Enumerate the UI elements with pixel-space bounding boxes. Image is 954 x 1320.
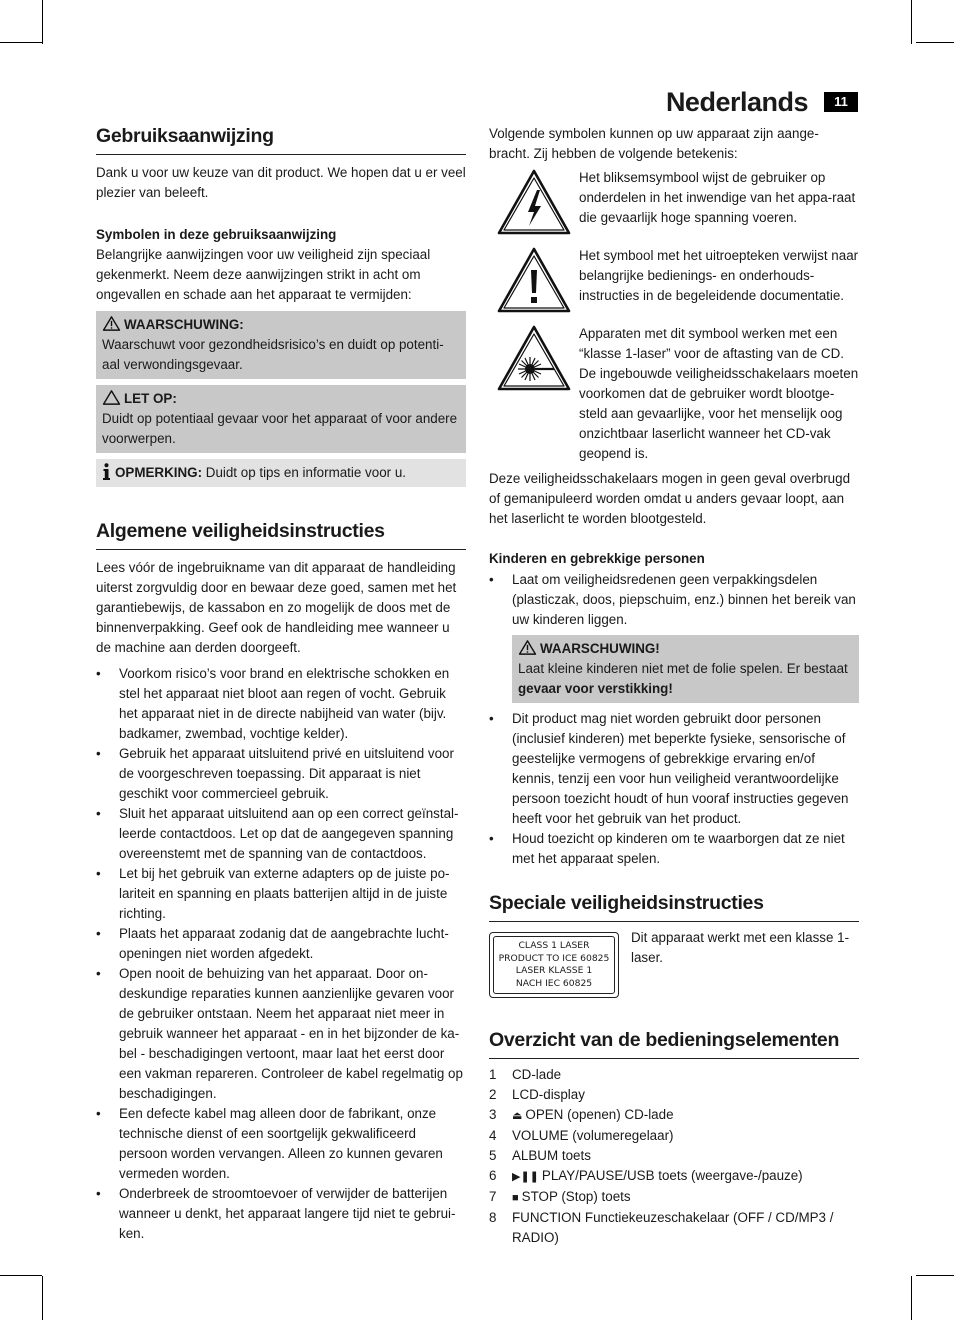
- warning-triangle-icon: [518, 640, 537, 655]
- caution-text: Duidt op potentiaal gevaar voor het apparaat of voor andere voorwerpen.: [102, 411, 458, 446]
- lightning-warning-icon: [496, 168, 572, 236]
- list-item: • Houd toezicht op kinderen om te waarborgen dat ze niet met het apparaat spelen.: [489, 829, 859, 869]
- section-title-overzicht: Overzicht van de bedieningselementen: [489, 1026, 859, 1059]
- list-item: • Sluit het apparaat uitsluitend aan op een correct geïnstal-leerde contactdoos. Let op dat de aangegeven spanning overeenstemt met de spanning van de contactdoos.: [96, 804, 466, 864]
- list-item: • Voorkom risico’s voor brand en elektrische schokken en stel het apparaat niet bloot aan regen of vocht. Gebruik het apparaat niet in de directe nabijheid van water (bijv. badkamer, zwembad, vochtige kelder).: [96, 664, 466, 744]
- section-title-algemene: Algemene veiligheidsinstructies: [96, 517, 466, 550]
- crop-mark: [42, 1276, 43, 1320]
- caution-box: [96, 385, 466, 453]
- children-warning-box: [512, 635, 859, 703]
- warning-text: Waarschuwt voor gezondheidsrisico’s en duidt op potenti-aal verwondingsgevaar.: [102, 337, 444, 372]
- intro-paragraph: Dank u voor uw keuze van dit product. We hopen dat u er veel plezier van beleeft.: [96, 165, 466, 200]
- list-item: • Gebruik het apparaat uitsluitend privé en uitsluitend voor de voorgeschreven toepassing. Dit apparaat is niet geschikt voor commercieel gebruik.: [96, 744, 466, 804]
- note-box: [96, 459, 466, 487]
- item-label: LCD-display: [512, 1087, 585, 1102]
- symbol-row-exclamation: [489, 246, 859, 314]
- item-number: 2: [489, 1087, 497, 1102]
- stop-icon: ■: [512, 1192, 519, 1204]
- symbol-text: Het symbool met het uitroepteken verwijst naar belangrijke bedienings- en onderhouds-instructies in de begeleidende documentatie.: [579, 248, 859, 303]
- children-warning-head: [518, 639, 853, 659]
- symbol-icon-cell: [489, 324, 579, 392]
- symbols-paragraph: Belangrijke aanwijzingen voor uw veiligheid zijn speciaal gekenmerkt. Neem deze aanwijzingen strikt in acht om ongevallen en schade aan het apparaat te vermijden:: [96, 247, 431, 302]
- play-pause-icon: ▶❚❚: [512, 1171, 539, 1183]
- laser-class-text: Dit apparaat werkt met een klasse 1-laser.: [631, 930, 850, 965]
- note-text: Duidt op tips en informatie voor u.: [202, 465, 406, 480]
- warning-label: WAARSCHUWING:: [124, 317, 244, 332]
- laser-warning-icon: [496, 324, 572, 392]
- list-item: • Onderbreek de stroomtoevoer of verwijder de batterijen wanneer u denkt, het apparaat langere tijd niet te gebrui-ken.: [96, 1184, 466, 1244]
- item-number: 8: [489, 1210, 497, 1225]
- crop-mark: [911, 0, 912, 44]
- warning-box-head: [102, 315, 460, 335]
- list-item: [489, 1126, 859, 1146]
- children-list-1: [489, 570, 859, 630]
- list-item: • Een defecte kabel mag alleen door de fabrikant, onze technische dienst of een soortgelijk gekwalificeerd persoon worden vervangen. Alleen zo kunnen gevaren vermeden worden.: [96, 1104, 466, 1184]
- list-item: [489, 1146, 859, 1166]
- symbol-icon-cell: [489, 246, 579, 314]
- note-label: OPMERKING:: [115, 465, 203, 480]
- item-number: 6: [489, 1168, 497, 1183]
- exclamation-warning-icon: [496, 246, 572, 314]
- item-label: ALBUM toets: [512, 1148, 591, 1163]
- symbol-text: Het bliksemsymbool wijst de gebruiker op onderdelen in het inwendige van het appa-raat die gevaarlijk hoge spanning voeren.: [579, 170, 856, 225]
- crop-mark: [916, 42, 954, 43]
- caution-label: LET OP:: [124, 391, 177, 406]
- list-item: [489, 1166, 859, 1187]
- item-number: 3: [489, 1107, 497, 1122]
- list-item: • Open nooit de behuizing van het apparaat. Door on-deskundige reparaties kunnen aanzienlijke gevaren voor de gebruiker ontstaan. Neem het apparaat niet meer in gebruik wanneer het apparaat - en in het bijzonder de ka-bel - beschadigingen vertoont, maar laat het eerst door een vakman repareren. Controleer de kabel regelmatig op beschadigingen.: [96, 964, 466, 1104]
- symbol-row-lightning: [489, 168, 859, 236]
- list-item: [489, 1065, 859, 1085]
- list-item: • Dit product mag niet worden gebruikt door personen (inclusief kinderen) met beperkte fysieke, sensorische of geestelijke vermogens of gebrekkige ervaring en/of kennis, tenzij een voor hun veiligheid verantwoordelijke persoon toezicht houdt of hun vooraf instructies gegeven heeft voor het gebruik van het product.: [489, 709, 859, 829]
- crop-mark: [911, 1276, 912, 1320]
- item-label: STOP (Stop) toets: [521, 1189, 631, 1204]
- general-intro-paragraph: Lees vóór de ingebruikname van dit apparaat de handleiding uiterst zorgvuldig door en bewaar deze goed, samen met het garantiebewijs, de kassabon en zo mogelijk de doos met de binnenverpakking. Geef ook de handleiding mee wanneer u de machine aan derden doorgeeft.: [96, 560, 457, 655]
- list-item: [489, 1208, 859, 1248]
- list-item: [489, 1085, 859, 1105]
- caution-triangle-icon: [102, 390, 121, 405]
- crop-mark: [0, 1275, 42, 1276]
- children-list-2: [489, 709, 859, 869]
- page-number: 11: [824, 92, 858, 112]
- page-language-title: Nederlands: [665, 87, 808, 117]
- crop-mark: [0, 42, 42, 43]
- children-warning-text-bold: gevaar voor verstikking!: [518, 681, 673, 696]
- children-heading: Kinderen en gebrekkige personen: [489, 551, 705, 566]
- info-icon: [102, 463, 111, 480]
- crop-mark: [916, 1275, 954, 1276]
- list-item: • Plaats het apparaat zodanig dat de aangebrachte lucht-openingen niet worden afgedekt.: [96, 924, 466, 964]
- item-label: FUNCTION Functiekeuzeschakelaar (OFF / CD/MP3 / RADIO): [512, 1210, 834, 1245]
- symbols-heading: Symbolen in deze gebruiksaanwijzing: [96, 227, 337, 242]
- general-safety-list: [96, 664, 466, 1244]
- symbol-text: Apparaten met dit symbool werken met een “klasse 1-laser” voor de aftasting van de CD. De ingebouwde veiligheidsschakelaars moeten voorkomen dat de gebruiker wordt blootge-steld aan gevaarlijke, voor het menselijk oog onzichtbaar laserlicht wanneer het CD-vak geopend is.: [579, 326, 859, 461]
- item-number: 4: [489, 1128, 497, 1143]
- laser-label-line: NACH IEC 60825: [515, 977, 593, 989]
- laser-class-row: [489, 932, 859, 998]
- warning-triangle-icon: [102, 316, 121, 331]
- laser-class-label: [489, 932, 619, 998]
- caution-box-head: [102, 389, 460, 409]
- list-item: [489, 1187, 859, 1208]
- controls-list: [489, 1065, 859, 1248]
- laser-class-label-inner: [493, 936, 615, 994]
- item-label: OPEN (openen) CD-lade: [525, 1107, 674, 1122]
- eject-icon: ⏏: [512, 1110, 523, 1122]
- laser-label-line: PRODUCT TO ICE 60825: [498, 952, 610, 964]
- item-number: 1: [489, 1067, 497, 1082]
- children-warning-text: [518, 659, 853, 699]
- device-symbols-intro: Volgende symbolen kunnen op uw apparaat zijn aange-bracht. Zij hebben de volgende betekenis:: [489, 126, 819, 161]
- laser-label-line: CLASS 1 LASER: [518, 940, 590, 951]
- section-title-speciale: Speciale veiligheidsinstructies: [489, 889, 859, 922]
- list-item: • Let bij het gebruik van externe adapters op de juiste po-lariteit en spanning en plaats batterijen altijd in de juiste richting.: [96, 864, 466, 924]
- list-item: [489, 1105, 859, 1126]
- item-number: 7: [489, 1189, 497, 1204]
- laser-label-line: LASER KLASSE 1: [515, 965, 593, 976]
- children-warning-text-regular: Laat kleine kinderen niet met de folie spelen. Er bestaat: [518, 661, 848, 676]
- left-column: [96, 122, 466, 1244]
- item-number: 5: [489, 1148, 497, 1163]
- warning-box: [96, 311, 466, 379]
- symbol-icon-cell: [489, 168, 579, 236]
- item-label: PLAY/PAUSE/USB toets (weergave-/pauze): [541, 1168, 803, 1183]
- right-column: [489, 124, 859, 1248]
- item-label: CD-lade: [512, 1067, 562, 1082]
- crop-mark: [42, 0, 43, 44]
- section-title-gebruiksaanwijzing: Gebruiksaanwijzing: [96, 122, 466, 155]
- item-label: VOLUME (volumeregelaar): [512, 1128, 674, 1143]
- symbol-row-laser: [489, 324, 859, 464]
- list-item: • Laat om veiligheidsredenen geen verpakkingsdelen (plasticzak, doos, piepschuim, enz.) binnen het bereik van uw kinderen liggen.: [489, 570, 859, 630]
- children-warning-label: WAARSCHUWING!: [540, 641, 660, 656]
- interlock-paragraph: Deze veiligheidsschakelaars mogen in geen geval overbrugd of gemanipuleerd worden omdat u anders gevaar loopt, aan het laserlicht te worden blootgesteld.: [489, 471, 851, 526]
